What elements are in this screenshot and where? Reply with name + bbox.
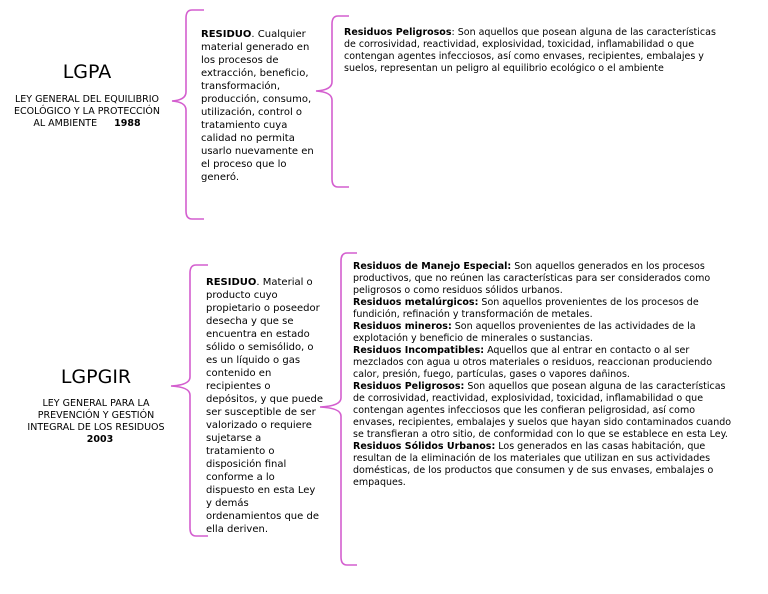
- lgpgir-type-def: Los generados en las casas habitación, que resultan de la eliminación de los materiales que utilizan en sus actividades domésticas, de los productos que consumen y de sus envases, embalajes o empaques.: [353, 441, 714, 488]
- lgpgir-full-name-block: [26, 398, 166, 446]
- lgpgir-full-name: LEY GENERAL PARA LA PREVENCIÓN Y GESTIÓN INTEGRAL DE LOS RESIDUOS: [27, 398, 165, 433]
- lgpgir-type-term: Residuos de Manejo Especial:: [353, 261, 512, 272]
- lgpa-full-name-block: [14, 94, 160, 138]
- lgpgir-type-item: [353, 345, 737, 381]
- lgpgir-residuo-definition: [206, 276, 323, 536]
- lgpgir-year: 2003: [86, 434, 114, 445]
- lgpgir-type-def: Aquellos que al entrar en contacto o al ser mezclados con agua u otros materiales o residuos, reaccionan produciendo calor, presión, fuego, partículas, gases o vapores dañinos.: [353, 345, 713, 380]
- lgpgir-type-def: Son aquellos que posean alguna de las características de corrosividad, reactividad, explosividad, toxicidad, inflamabilidad o que contengan agentes infecciosos que les confieran peligrosidad, así como envases, recipientes, embalajes y suelos que hayan sido contaminados cuando se transfieran a otro sitio, de conformidad con lo que se establece en esta Ley.: [353, 381, 732, 440]
- lgpgir-residuo-text: . Material o producto cuyo propietario o poseedor desecha y que se encuentra en estado sólido o semisólido, o es un líquido o gas contenido en recipientes o depósitos, y que puede ser susceptible de ser valorizado o requiere sujetarse a tratamiento o disposición final conforme a lo dispuesto en esta Ley y demás ordenamientos que de ella deriven.: [206, 277, 324, 535]
- lgpa-residuo-text: . Cualquier material generado en los procesos de extracción, beneficio, transformación, producción, consumo, utilización, control o tratamiento cuya calidad no permita usarlo nuevamente en el proceso que lo generó.: [201, 29, 314, 183]
- lgpa-full-name: LEY GENERAL DEL EQUILIBRIO ECOLÓGICO Y LA PROTECCIÓN AL AMBIENTE: [14, 94, 160, 129]
- lgpgir-type-term: Residuos mineros:: [353, 321, 452, 332]
- lgpgir-type-item: [353, 381, 737, 441]
- lgpgir-type-def: Son aquellos provenientes de las actividades de la explotación y beneficio de minerales o sustancias.: [353, 321, 696, 344]
- lgpgir-type-def: Son aquellos provenientes de los procesos de fundición, refinación y transformación de metales.: [353, 297, 699, 320]
- lgpgir-type-def: Son aquellos generados en los procesos productivos, que no reúnen las características para ser considerados como peligrosos o como residuos sólidos urbanos.: [353, 261, 711, 296]
- lgpgir-type-term: Residuos Peligrosos:: [353, 381, 465, 392]
- lgpa-types-list: [344, 27, 728, 75]
- lgpgir-type-term: Residuos Sólidos Urbanos:: [353, 441, 496, 452]
- lgpa-definition-brace: [172, 10, 204, 219]
- lgpgir-type-item: [353, 321, 737, 345]
- lgpa-year: 1988: [114, 118, 141, 129]
- lgpgir-residuo-term: RESIDUO: [206, 277, 257, 288]
- lgpgir-definition-brace: [171, 265, 208, 536]
- lgpgir-type-item: [353, 297, 737, 321]
- lgpa-type-item: [344, 27, 728, 75]
- lgpgir-type-item: [353, 261, 737, 297]
- lgpgir-types-brace: [320, 253, 357, 565]
- lgpa-type-term: Residuos Peligrosos: [344, 27, 452, 38]
- lgpa-type-def: : Son aquellos que posean alguna de las características de corrosividad, reactividad, explosividad, toxicidad, inflamabilidad o que contengan agentes infecciosos, así como envases, recipientes, embalajes y suelos, representan un peligro al equilibrio ecológico o el ambiente: [344, 27, 716, 74]
- lgpgir-title: LGPGIR: [60, 366, 132, 388]
- lgpgir-type-item: [353, 441, 737, 489]
- lgpa-title: LGPA: [62, 61, 112, 83]
- lgpgir-types-list: [353, 261, 737, 489]
- lgpa-residuo-term: RESIDUO: [201, 29, 252, 40]
- lgpgir-type-term: Residuos Incompatibles:: [353, 345, 485, 356]
- lgpa-residuo-definition: [201, 28, 317, 201]
- lgpgir-type-term: Residuos metalúrgicos:: [353, 297, 479, 308]
